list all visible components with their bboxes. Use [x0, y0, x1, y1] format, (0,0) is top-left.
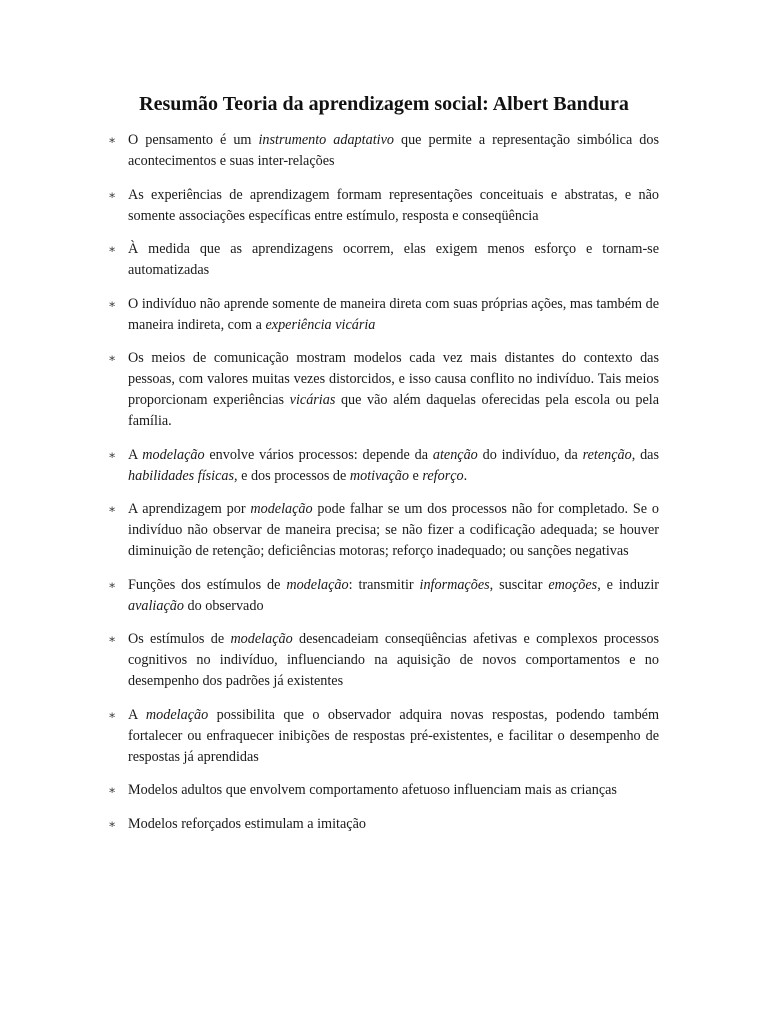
item-text: : transmitir — [348, 576, 420, 593]
item-emphasis: avaliação — [128, 597, 184, 614]
bullet-icon: ∗ — [108, 502, 117, 516]
list-item — [108, 294, 659, 336]
item-text: e — [408, 467, 423, 484]
bullet-icon: ∗ — [108, 296, 117, 311]
bullet-icon: ∗ — [108, 133, 117, 147]
item-text: , suscitar — [489, 576, 549, 593]
document-title: Resumão Teoria da aprendizagem social: Albert Bandura — [139, 93, 629, 115]
item-emphasis: emoções — [548, 576, 598, 593]
list-item — [108, 575, 659, 617]
item-emphasis: modelação — [286, 576, 349, 593]
item-text: envolve vários processos: depende da — [204, 446, 433, 463]
item-emphasis: vicárias — [289, 392, 336, 408]
item-emphasis: modelação — [142, 446, 205, 463]
item-emphasis: experiência vicária — [265, 316, 376, 333]
item-emphasis: motivação — [349, 467, 409, 484]
bullet-icon: ∗ — [108, 783, 117, 797]
item-emphasis: atenção — [432, 446, 478, 463]
list-item — [108, 130, 659, 172]
bullet-icon: ∗ — [108, 707, 117, 722]
item-text: Os estímulos de — [128, 631, 231, 647]
list-item — [108, 780, 659, 801]
bullet-icon: ∗ — [108, 816, 117, 831]
list-item — [108, 348, 659, 432]
bullet-icon: ∗ — [108, 577, 117, 592]
bullet-icon: ∗ — [108, 447, 117, 462]
item-text: , das — [631, 446, 659, 463]
item-text: À medida que as aprendizagens ocorrem, elas exigem menos esforço e tornam-se automatizadas — [128, 241, 659, 278]
item-emphasis: reforço — [422, 467, 464, 484]
item-text: O indivíduo não aprende somente de maneira direta com suas próprias ações, mas também de maneira indireta, com a — [128, 295, 659, 333]
item-text: do observado — [183, 597, 264, 614]
item-text: pode falhar se um dos processos não for completado. Se o indivíduo não observar de maneira precisa; se não fizer a codificação adequada; se houver diminuição de retenção; deficiências motoras; reforço inadequado; ou sanções negativas — [128, 501, 659, 559]
summary-list — [108, 130, 659, 847]
item-text: possibilita que o observador adquira novas respostas, podendo também fortalecer ou enfraquecer inibições de respostas pré-existentes, e facilitar o desempenho de respostas já aprendidas — [128, 706, 659, 765]
item-text: As experiências de aprendizagem formam representações conceituais e abstratas, e não somente associações específicas entre estímulo, resposta e conseqüência — [128, 186, 659, 224]
item-emphasis: modelação — [145, 706, 209, 723]
item-text: , e dos processos de — [234, 467, 350, 484]
item-emphasis: instrumento adaptativo — [258, 132, 394, 148]
list-item — [108, 499, 659, 562]
item-text: que vão além daquelas oferecidas pela escola ou pela família. — [128, 392, 660, 429]
bullet-icon: ∗ — [108, 187, 117, 202]
item-emphasis: habilidades físicas — [128, 467, 235, 484]
list-item — [108, 445, 659, 487]
list-item — [108, 705, 659, 768]
list-item — [108, 239, 659, 281]
bullet-icon: ∗ — [108, 351, 117, 365]
list-item — [108, 629, 659, 692]
item-text: . — [463, 467, 468, 484]
item-text: Os meios de comunicação mostram modelos cada vez mais distantes do contexto das pessoas, com valores muitas vezes distorcidos, e isso causa conflito no indivíduo. Tais meios proporcionam experiências — [128, 350, 659, 408]
item-text: A — [128, 706, 146, 723]
item-text: A — [128, 446, 143, 463]
item-text: Funções dos estímulos de — [128, 576, 287, 593]
item-text: A aprendizagem por — [128, 501, 251, 517]
item-text: do indivíduo, da — [477, 446, 583, 463]
list-item — [108, 185, 659, 227]
item-text: que permite a representação simbólica dos acontecimentos e suas inter-relações — [128, 132, 659, 169]
item-emphasis: modelação — [250, 501, 313, 517]
item-text: desencadeiam conseqüências afetivas e complexos processos cognitivos no indivíduo, influenciando na aquisição de novos comportamentos e no desempenho dos padrões já existentes — [128, 631, 660, 689]
item-emphasis: modelação — [230, 631, 293, 647]
item-text: O pensamento é um — [128, 132, 259, 148]
item-text: , e induzir — [597, 576, 659, 593]
bullet-icon: ∗ — [108, 632, 117, 646]
item-emphasis: informações — [419, 576, 490, 593]
bullet-icon: ∗ — [108, 242, 117, 256]
item-text: Modelos reforçados estimulam a imitação — [128, 815, 366, 832]
list-item — [108, 814, 659, 835]
item-emphasis: retenção — [582, 446, 632, 463]
item-text: Modelos adultos que envolvem comportamento afetuoso influenciam mais as crianças — [128, 782, 617, 798]
